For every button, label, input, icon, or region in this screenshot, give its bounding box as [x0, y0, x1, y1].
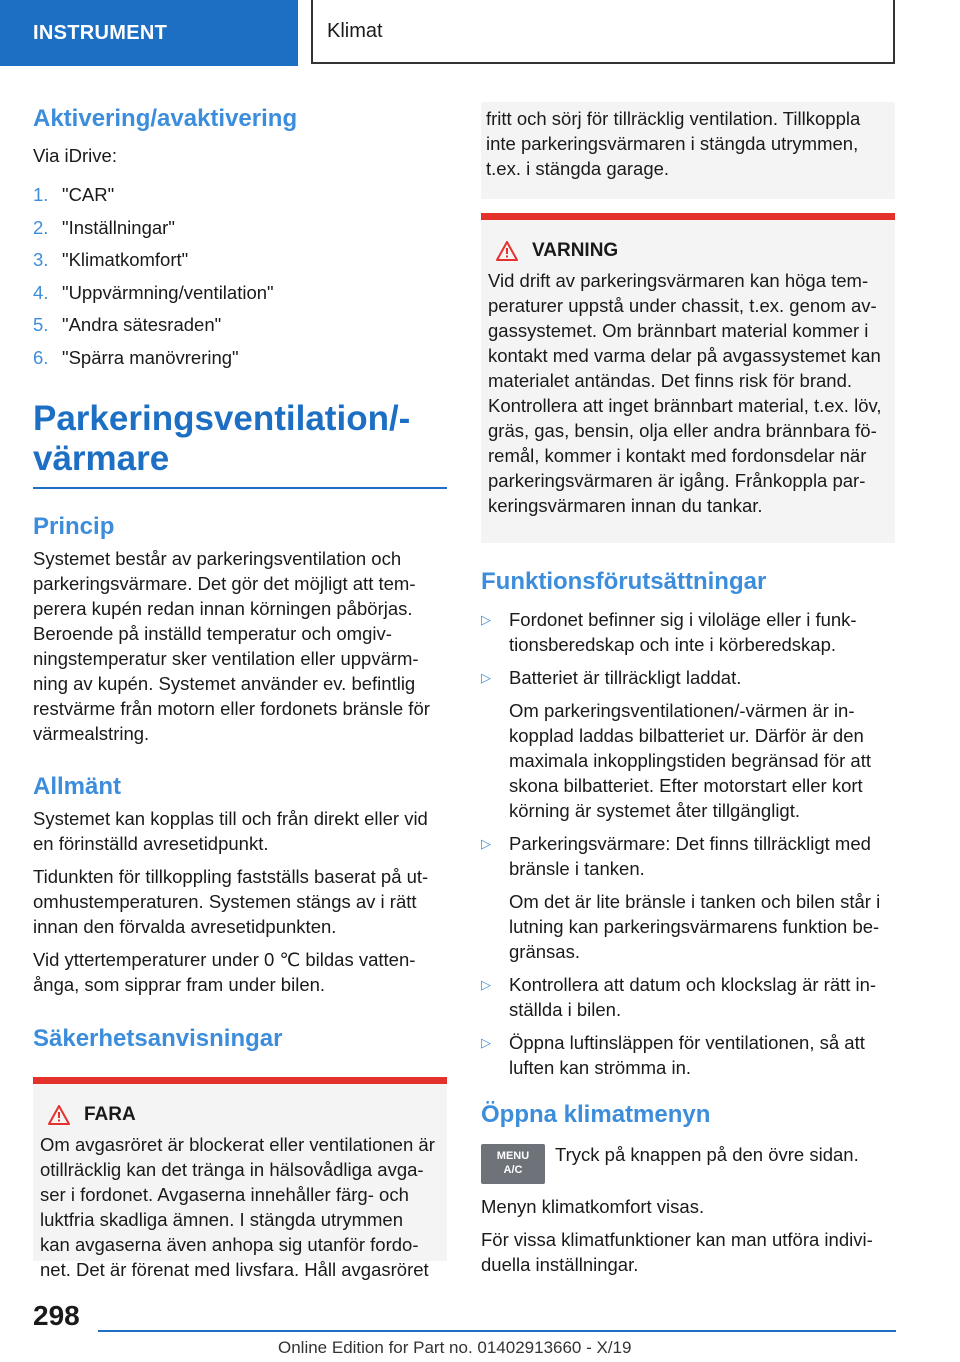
text-line: gränsas. [509, 941, 580, 962]
list-item [33, 345, 447, 378]
text-line: lutning kan parkeringsvärmarens funktion be- [509, 916, 880, 937]
text-line: Om det är lite bränsle i tanken och bilen står i [509, 891, 881, 912]
text-line: kan avgaserna även anhopa sig utanför fordo- [40, 1234, 419, 1255]
bullet-triangle-icon: ▷ [481, 1035, 491, 1050]
text-line: gassystemet. Om brännbart material kommer i [488, 320, 869, 341]
step-label: "Andra sätesraden" [62, 314, 222, 335]
text-line: körning är systemet åter tillgängligt. [509, 800, 800, 821]
list-item [481, 665, 895, 823]
text-line: luften kan strömma in. [509, 1057, 691, 1078]
step-label: "Uppvärmning/ventilation" [62, 281, 274, 303]
text-line: inte parkeringsvärmaren i stängda utrymmen, [486, 133, 859, 154]
text-line: remål, kommer i kontakt med fordonsdelar när [488, 445, 867, 466]
danger-text [40, 1132, 439, 1282]
text-line: duella inställningar. [481, 1254, 639, 1275]
text-line: Vid drift av parkeringsvärmaren kan höga tem- [488, 270, 869, 291]
danger-text-continued [486, 106, 895, 181]
warning-triangle-icon [48, 1105, 70, 1125]
step-number: 4. [33, 281, 49, 303]
text-line: omhustemperaturen. Systemen stängs av i rätt [33, 891, 417, 912]
step-number: 1. [33, 184, 49, 205]
requirements-title: Funktionsförutsättningar [481, 568, 767, 595]
activation-steps [33, 182, 447, 377]
step-number: 2. [33, 216, 49, 238]
text-line: Öppna luftinsläppen för ventilationen, så att [509, 1032, 865, 1053]
list-item [33, 182, 447, 215]
warning-box [481, 213, 895, 543]
page-number: 298 [33, 1300, 80, 1331]
principle-title: Princip [33, 513, 115, 540]
text-line: Kontrollera att datum och klockslag är rätt in- [509, 974, 877, 995]
step-label: "Inställningar" [62, 216, 175, 238]
danger-heading [40, 1102, 439, 1128]
general-title: Allmänt [33, 773, 122, 800]
text-line: innan den förvalda avresetidpunkten. [33, 916, 337, 937]
text-line: Om parkeringsventilationen/-värmen är in- [509, 700, 855, 721]
bullet-triangle-icon: ▷ [481, 670, 491, 685]
menu-button-label-1: MENU [496, 1150, 530, 1162]
text-line: tionsberedskap och inte i körberedskap. [509, 634, 837, 655]
title-divider [33, 487, 447, 489]
menu-ac-button-icon [481, 1144, 545, 1184]
danger-label: FARA [84, 1104, 136, 1125]
menu-button-label-2: A/C [503, 1164, 523, 1176]
list-item [481, 972, 895, 1022]
list-item [33, 215, 447, 248]
text-line: bränsle i tanken. [509, 858, 645, 879]
list-item [33, 247, 447, 280]
page-header [0, 0, 960, 66]
text-line: Systemet består av parkeringsventilation och [33, 548, 402, 569]
bullet-subparagraph [509, 889, 895, 964]
text-line: kontakt med varma delar på avgassystemet kan [488, 345, 881, 366]
warning-text [488, 268, 887, 518]
text-line: Tidunkten för tillkoppling fastställs baserat på ut- [33, 866, 429, 887]
main-title [33, 399, 447, 489]
open-menu-title: Öppna klimatmenyn [481, 1101, 711, 1128]
text-line: net. Det är förenat med livsfara. Håll avgasröret [40, 1259, 429, 1280]
footer-edition: Online Edition for Part no. 01402913660 - X/19 [278, 1338, 632, 1357]
section-tab: INSTRUMENT [0, 0, 298, 66]
text-line: maximala inkopplingstiden begränsad för att [509, 750, 871, 771]
text-line: ånga, som sipprar fram under bilen. [33, 974, 326, 995]
text-line: peraturer uppstå under chassit, t.ex. genom av- [488, 295, 877, 316]
text-line: Kontrollera att inget brännbart material, t.ex. löv, [488, 395, 882, 416]
activation-intro: Via iDrive: [33, 145, 117, 166]
open-menu-result: Menyn klimatkomfort visas. [481, 1196, 705, 1217]
text-line: Systemet kan kopplas till och från direkt eller vid [33, 808, 428, 829]
danger-box [33, 1077, 447, 1280]
text-line: Fordonet befinner sig i viloläge eller i funk- [509, 609, 857, 630]
right-column [481, 100, 895, 1277]
text-line: parkeringsvärmare. Det gör det möjligt att tem- [33, 573, 416, 594]
text-line: Vid yttertemperaturer under 0 ℃ bildas vatten- [33, 949, 416, 970]
chapter-title: Klimat [311, 0, 895, 64]
list-item [33, 280, 447, 313]
open-menu-note [481, 1227, 895, 1277]
text-line: restvärme från motorn eller fordonets bränsle för [33, 698, 430, 719]
general-paragraph-1 [33, 806, 447, 856]
main-title-line2: värmare [33, 439, 170, 478]
text-line: en förinställd avresetidpunkt. [33, 833, 269, 854]
list-item [481, 607, 895, 657]
text-line: värmealstring. [33, 723, 150, 744]
text-line: parkeringsvärmaren är igång. Frånkoppla par- [488, 470, 866, 491]
bullet-subparagraph [509, 698, 895, 823]
principle-text [33, 546, 447, 746]
step-number: 5. [33, 314, 49, 335]
text-line: Batteriet är tillräckligt laddat. [509, 667, 742, 688]
main-title-line1: Parkeringsventilation/- [33, 399, 411, 438]
text-line: ser i fordonet. Avgaserna innehåller färg- och [40, 1184, 409, 1205]
activation-title: Aktivering/avaktivering [33, 105, 298, 132]
warning-label: VARNING [532, 240, 619, 261]
text-line: ning av kupén. Systemet använder ev. befintlig [33, 673, 416, 694]
text-line: Parkeringsvärmare: Det finns tillräckligt med [509, 833, 871, 854]
step-number: 3. [33, 249, 49, 270]
bullet-triangle-icon: ▷ [481, 836, 491, 851]
list-item [481, 1030, 895, 1080]
danger-box-continued [481, 102, 895, 199]
step-label: "Klimatkomfort" [62, 249, 189, 270]
text-line: otillräcklig kan det tränga in hälsovådliga avga- [40, 1159, 424, 1180]
open-menu-instruction-row [481, 1142, 895, 1184]
open-menu-instruction: Tryck på knappen på den övre sidan. [555, 1144, 859, 1165]
safety-title: Säkerhetsanvisningar [33, 1025, 283, 1052]
text-line: Om avgasröret är blockerat eller ventilationen är [40, 1134, 435, 1155]
text-line: ställda i bilen. [509, 999, 622, 1020]
warning-triangle-icon [496, 241, 518, 261]
list-item [33, 312, 447, 345]
step-number: 6. [33, 346, 49, 368]
text-line: skona bilbatteriet. Efter motorstart eller kort [509, 775, 863, 796]
step-label: "CAR" [62, 184, 115, 205]
step-label: "Spärra manövrering" [62, 346, 239, 368]
text-line: luktfria skadliga ämnen. I stängda utrymmen [40, 1209, 403, 1230]
requirements-list [481, 607, 895, 1080]
text-line: materialet antändas. Det finns risk för brand. [488, 370, 853, 391]
text-line: Beroende på inställd temperatur och omgiv- [33, 623, 392, 644]
text-line: kopplad laddas bilbatteriet ur. Därför är den [509, 725, 864, 746]
text-line: gräs, gas, bensin, olja eller andra brännbara fö- [488, 420, 877, 441]
text-line: fritt och sörj för tillräcklig ventilation. Tillkoppla [486, 108, 861, 129]
bullet-triangle-icon: ▷ [481, 977, 491, 992]
footer-divider [98, 1330, 896, 1332]
warning-heading [488, 238, 887, 264]
text-line: perera kupén redan innan körningen påbörjas. [33, 598, 413, 619]
text-line: För vissa klimatfunktioner kan man utföra indivi- [481, 1229, 873, 1250]
bullet-triangle-icon: ▷ [481, 612, 491, 627]
text-line: ningstemperatur sker ventilation eller uppvärm- [33, 648, 419, 669]
list-item [481, 831, 895, 964]
left-column [33, 100, 447, 1280]
general-paragraph-2 [33, 864, 447, 939]
text-line: t.ex. i stängda garage. [486, 158, 670, 179]
text-line: keringsvärmaren innan du tankar. [488, 495, 763, 516]
general-paragraph-3 [33, 947, 447, 997]
